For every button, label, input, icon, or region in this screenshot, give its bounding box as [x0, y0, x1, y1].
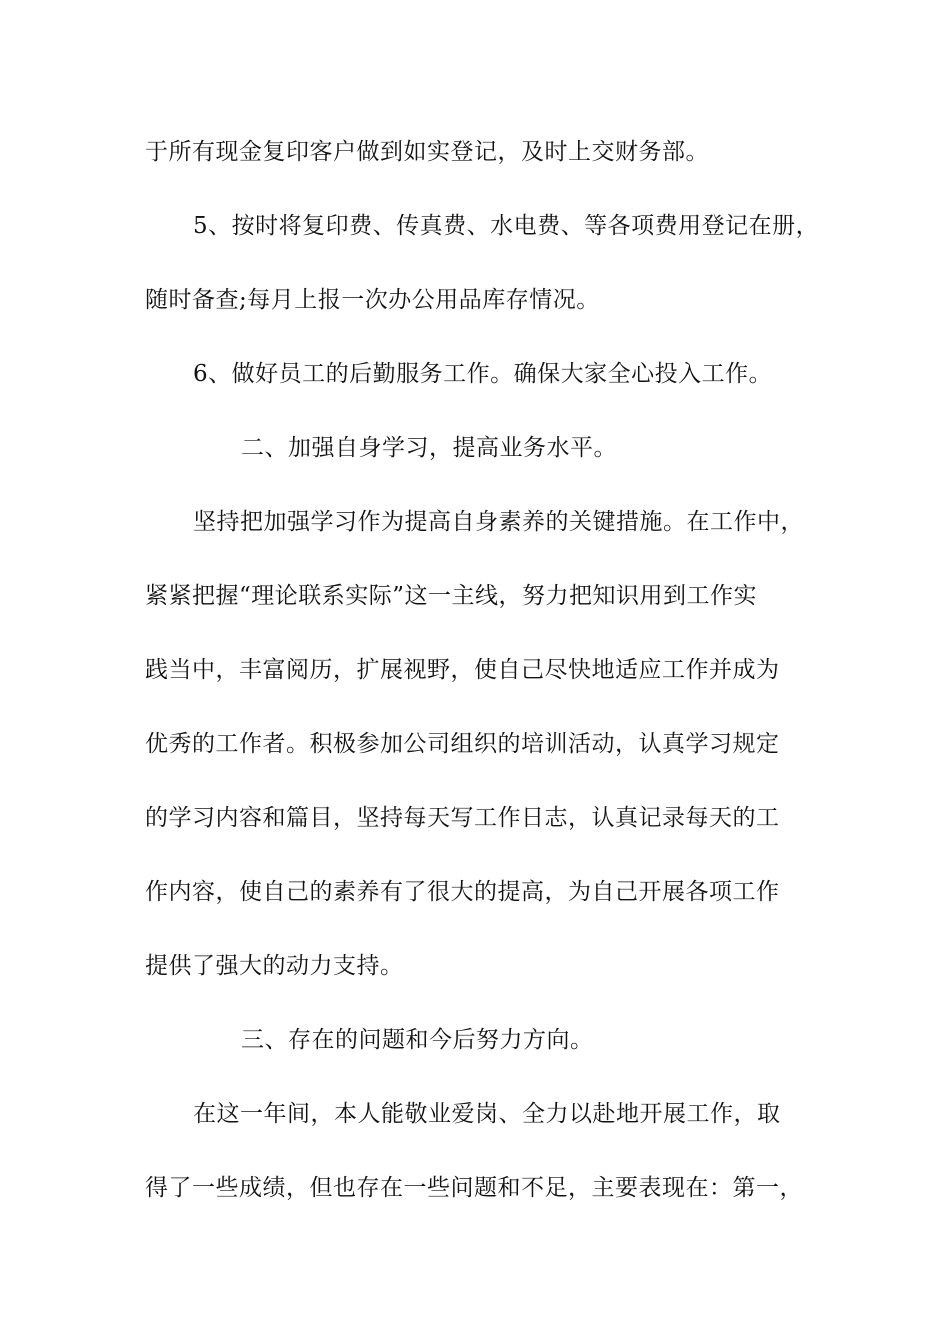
list-item-6: 6、做好员工的后勤服务工作。确保大家全心投入工作。: [193, 361, 773, 387]
section-heading-3: 三、存在的问题和今后努力方向。: [241, 1027, 594, 1053]
paragraph-line: 提供了强大的动力支持。: [145, 953, 404, 979]
paragraph-line: 的学习内容和篇目，坚持每天写工作日志，认真记录每天的工: [145, 805, 780, 831]
paragraph-line: 得了一些成绩，但也存在一些问题和不足，主要表现在：第一，: [145, 1175, 803, 1201]
section-heading-2: 二、加强自身学习，提高业务水平。: [241, 435, 617, 461]
paragraph-line: 随时备查;每月上报一次办公用品库存情况。: [145, 287, 600, 313]
paragraph-line: 紧紧把握“理论联系实际”这一主线，努力把知识用到工作实: [145, 583, 758, 609]
paragraph-line: 坚持把加强学习作为提高自身素养的关键措施。在工作中，: [193, 509, 804, 535]
paragraph-line: 作内容，使自己的素养有了很大的提高，为自己开展各项工作: [145, 879, 780, 905]
paragraph-line: 在这一年间，本人能敬业爱岗、全力以赴地开展工作，取: [193, 1101, 781, 1127]
paragraph-line: 践当中，丰富阅历，扩展视野，使自己尽快地适应工作并成为: [145, 657, 780, 683]
list-item-5: 5、按时将复印费、传真费、水电费、等各项费用登记在册，: [193, 213, 820, 239]
paragraph-line: 优秀的工作者。积极参加公司组织的培训活动，认真学习规定: [145, 731, 780, 757]
paragraph-line: 于所有现金复印客户做到如实登记，及时上交财务部。: [145, 139, 709, 165]
